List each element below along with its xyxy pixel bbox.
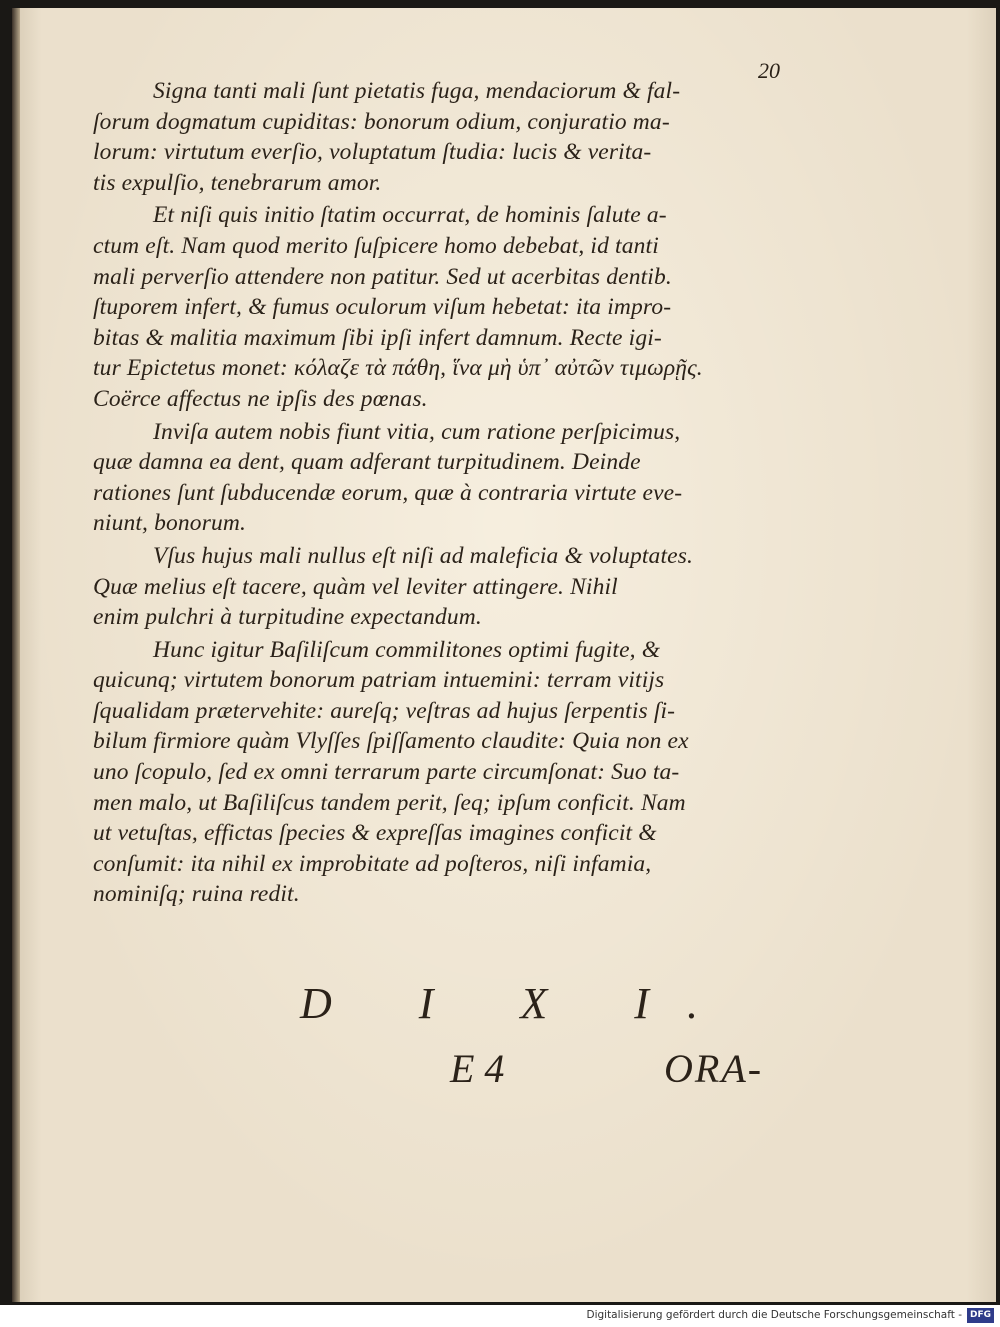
text-line: bitas & malitia maximum ſibi ipſi infert damnum. Recte igi- <box>93 324 662 351</box>
text-line: lorum: virtutum everſio, voluptatum ſtudia: lucis & verita- <box>93 139 652 166</box>
text-line: uno ſcopulo, ſed ex omni terrarum parte circumſonat: Suo ta- <box>93 759 680 786</box>
text-line: enim pulchri à turpitudine expectandum. <box>93 604 482 631</box>
text-line: ut vetuſtas, effictas ſpecies & expreſſas imagines conficit & <box>93 820 657 847</box>
footer-bar <box>0 1305 1000 1327</box>
body-text <box>93 76 795 912</box>
text-line: ſtuporem infert, & fumus oculorum viſum hebetat: ita impro- <box>93 294 672 321</box>
closing-dixi: D I X I. <box>300 979 736 1028</box>
text-line: bilum firmiore quàm Vlyſſes ſpiſſamento claudite: Quia non ex <box>93 728 689 755</box>
text-line: Et niſi quis initio ſtatim occurrat, de hominis ſalute a- <box>153 202 667 229</box>
dfg-logo-icon: DFG <box>967 1308 994 1323</box>
paragraph <box>93 635 795 910</box>
paragraph <box>93 417 795 539</box>
text-line: niunt, bonorum. <box>93 510 247 537</box>
funding-credit: Digitalisierung gefördert durch die Deutsche Forschungsgemeinschaft - <box>586 1309 962 1321</box>
paragraph <box>93 200 795 414</box>
text-line: tur Epictetus monet: κόλαζε τὰ πάθη, ἵνα μὴ ὑπ᾽ αὐτῶν τιμωρῇς. <box>93 355 703 382</box>
catchword: ORA- <box>664 1046 764 1091</box>
text-line: rationes ſunt ſubducendæ eorum, quæ à contraria virtute eve- <box>93 479 683 506</box>
paragraph <box>93 76 795 198</box>
text-line: Coërce affectus ne ipſis des pœnas. <box>93 385 428 412</box>
text-line: Inviſa autem nobis fiunt vitia, cum ratione perſpicimus, <box>153 418 681 445</box>
text-line: ctum eſt. Nam quod merito ſuſpicere homo debebat, id tanti <box>93 232 659 259</box>
text-line: conſumit: ita nihil ex improbitate ad poſteros, niſi infamia, <box>93 850 652 877</box>
text-line: tis expulſio, tenebrarum amor. <box>93 169 382 196</box>
text-line: ſqualidam prætervehite: aureſq; veſtras ad hujus ſerpentis ſi- <box>93 697 676 724</box>
text-line: Quæ melius eſt tacere, quàm vel leviter attingere. Nihil <box>93 573 618 600</box>
text-line: men malo, ut Baſiliſcus tandem perit, ſeq; ipſum conficit. Nam <box>93 789 686 816</box>
text-line: ſorum dogmatum cupiditas: bonorum odium, conjuratio ma- <box>93 108 670 135</box>
text-line: Vſus hujus mali nullus eſt niſi ad maleficia & voluptates. <box>153 542 694 569</box>
paragraph <box>93 541 795 633</box>
text-line: quicunq; virtutem bonorum patriam intuemini: terram vitijs <box>93 667 665 694</box>
page-gutter-shadow <box>12 8 20 1302</box>
text-line: quæ damna ea dent, quam adferant turpitudinem. Deinde <box>93 449 641 476</box>
text-line: Hunc igitur Baſiliſcum commilitones optimi fugite, & <box>153 636 661 663</box>
text-line: nominiſq; ruina redit. <box>93 881 300 908</box>
text-line: mali perverſio attendere non patitur. Sed ut acerbitas dentib. <box>93 263 672 290</box>
text-line: Signa tanti mali ſunt pietatis fuga, mendaciorum & fal- <box>153 78 681 104</box>
page-number: 20 <box>758 58 780 83</box>
signature-mark: E 4 <box>450 1046 505 1091</box>
